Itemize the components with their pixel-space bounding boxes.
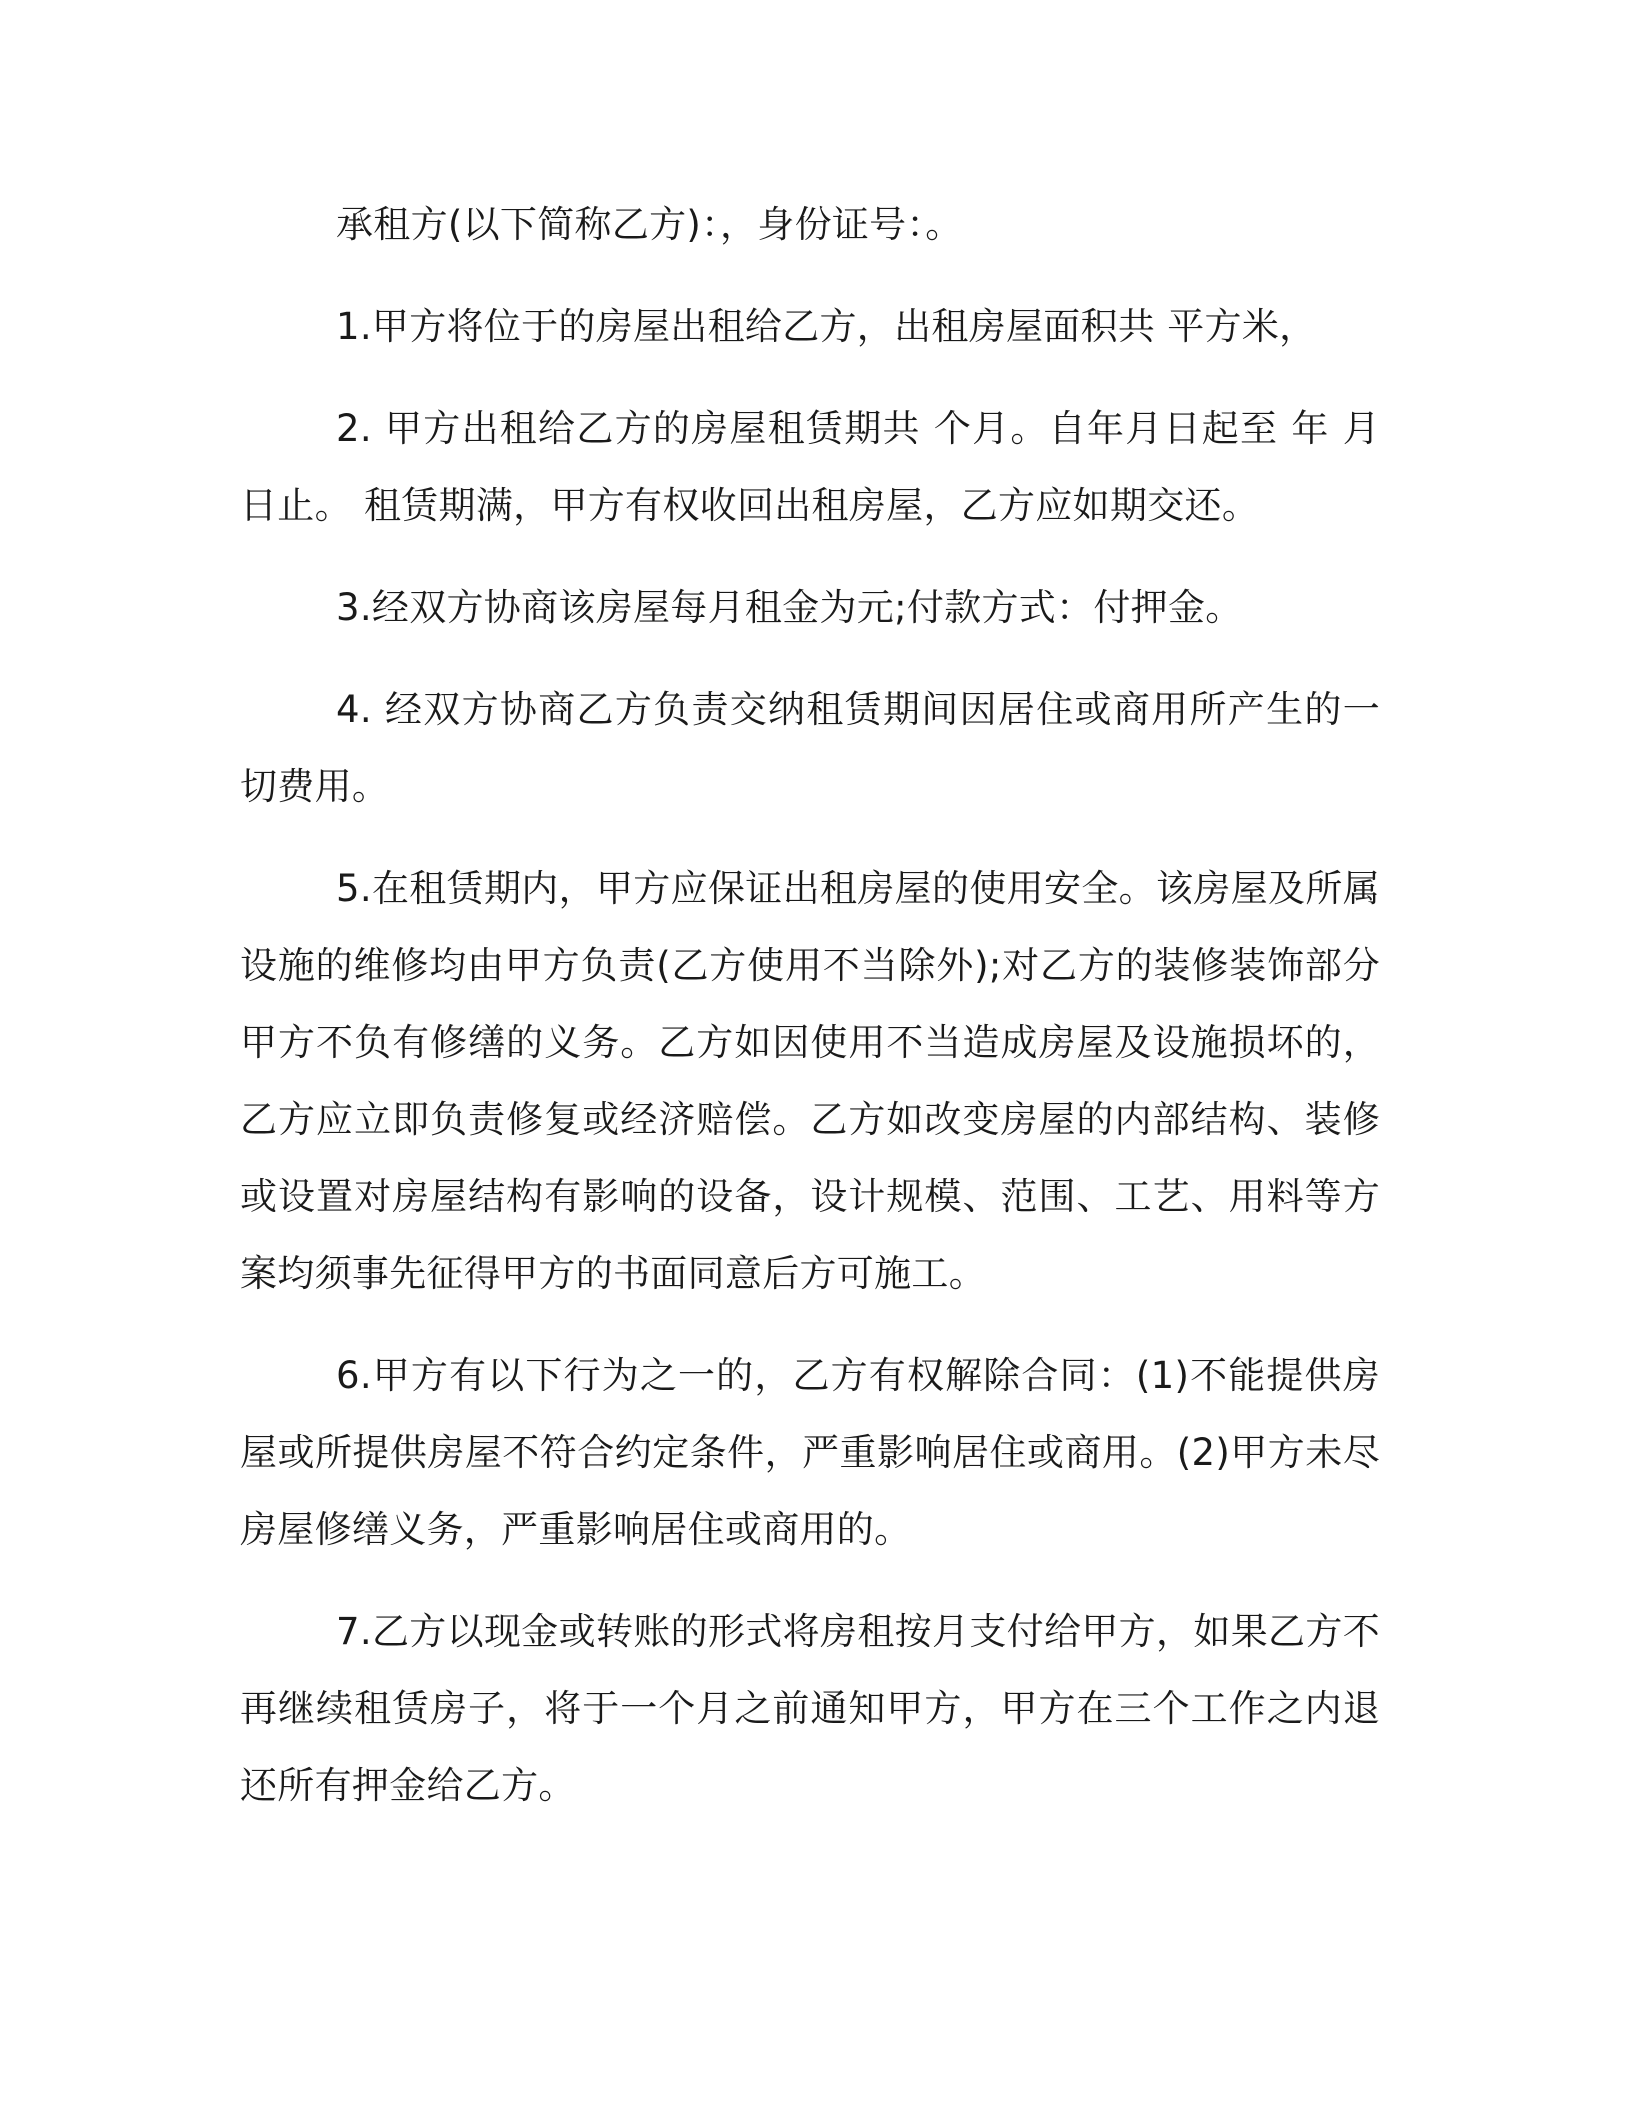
paragraph-spacer — [240, 825, 1380, 850]
clause-3-paragraph: 3.经双方协商该房屋每月租金为元;付款方式：付押金。 — [336, 586, 1243, 629]
clause-6-paragraph: 6.甲方有以下行为之一的，乙方有权解除合同：(1)不能提供房屋或所提供房屋不符合约定条件，严重影响居住或商用。(2)甲方未尽房屋修缮义务，严重影响居住或商用的。 — [240, 1354, 1380, 1551]
paragraph-spacer — [240, 1568, 1380, 1593]
clause-2-paragraph: 2. 甲方出租给乙方的房屋租赁期共 个月。自年月日起至 年 月 日止。 租赁期满，甲方有权收回出租房屋，乙方应如期交还。 — [240, 407, 1380, 527]
contract-body — [240, 186, 1380, 1824]
clause-5-paragraph: 5.在租赁期内，甲方应保证出租房屋的使用安全。该房屋及所属设施的维修均由甲方负责(乙方使用不当除外);对乙方的装修装饰部分甲方不负有修缮的义务。乙方如因使用不当造成房屋及设施损坏的，乙方应立即负责修复或经济赔偿。乙方如改变房屋的内部结构、装修或设置对房屋结构有影响的设备，设计规模、范围、工艺、用料等方案均须事先征得甲方的书面同意后方可施工。 — [240, 867, 1380, 1295]
paragraph-spacer — [240, 365, 1380, 390]
clause-7-paragraph: 7.乙方以现金或转账的形式将房租按月支付给甲方，如果乙方不再继续租赁房子，将于一个月之前通知甲方，甲方在三个工作之内退还所有押金给乙方。 — [240, 1610, 1380, 1807]
tenant-info-paragraph: 承租方(以下简称乙方)：，身份证号：。 — [336, 203, 963, 246]
clause-1-paragraph: 1.甲方将位于的房屋出租给乙方，出租房屋面积共 平方米， — [336, 305, 1317, 348]
paragraph-spacer — [240, 263, 1380, 288]
clause-4-paragraph: 4. 经双方协商乙方负责交纳租赁期间因居住或商用所产生的一切费用。 — [240, 688, 1380, 808]
paragraph-spacer — [240, 1312, 1380, 1337]
paragraph-spacer — [240, 646, 1380, 671]
paragraph-spacer — [240, 544, 1380, 569]
